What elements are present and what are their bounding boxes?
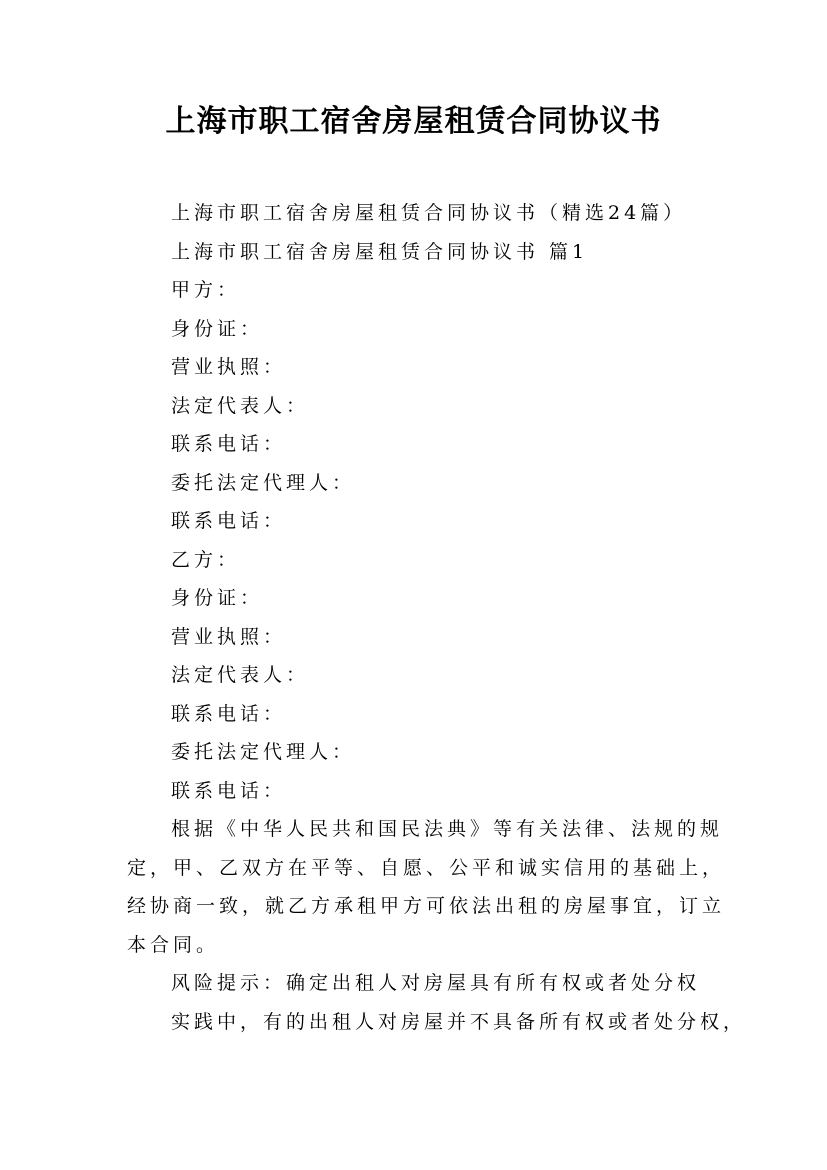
body-paragraph-line-3: 经协商一致，就乙方承租甲方可依法出租的房屋事宜，订立 [127,895,726,917]
party-a-label: 甲方： [171,279,241,301]
document-title: 上海市职工宿舍房屋租赁合同协议书 [165,104,662,139]
party-a-id-card: 身份证： [171,317,264,340]
practice-line: 实践中，有的出租人对房屋并不具备所有权或者处分权， [171,1010,747,1033]
party-b-business-license: 营业执照： [171,625,287,648]
party-a-business-license: 营业执照： [171,356,287,378]
party-b-phone: 联系电话： [171,702,287,725]
party-b-legal-representative: 法定代表人： [171,664,310,686]
party-b-label: 乙方： [171,548,241,571]
risk-notice: 风险提示：确定出租人对房屋具有所有权或者处分权 [171,972,701,994]
party-b-authorized-agent: 委托法定代理人： [171,741,356,763]
body-paragraph-line-2: 定，甲、乙双方在平等、自愿、公平和诚实信用的基础上， [127,856,726,879]
party-b-agent-phone: 联系电话： [171,779,287,802]
party-b-id-card: 身份证： [171,587,264,609]
subtitle-line: 上海市职工宿舍房屋租赁合同协议书（精选24篇） [171,202,687,224]
party-a-authorized-agent: 委托法定代理人： [171,471,356,494]
party-a-legal-representative: 法定代表人： [171,394,310,417]
document-body [127,194,747,1041]
section-heading: 上海市职工宿舍房屋租赁合同协议书 篇1 [171,240,589,263]
body-paragraph-line-4: 本合同。 [127,933,220,956]
body-paragraph-line-1: 根据《中华人民共和国民法典》等有关法律、法规的规 [171,818,724,840]
party-a-agent-phone: 联系电话： [171,510,287,532]
party-a-phone: 联系电话： [171,433,287,455]
